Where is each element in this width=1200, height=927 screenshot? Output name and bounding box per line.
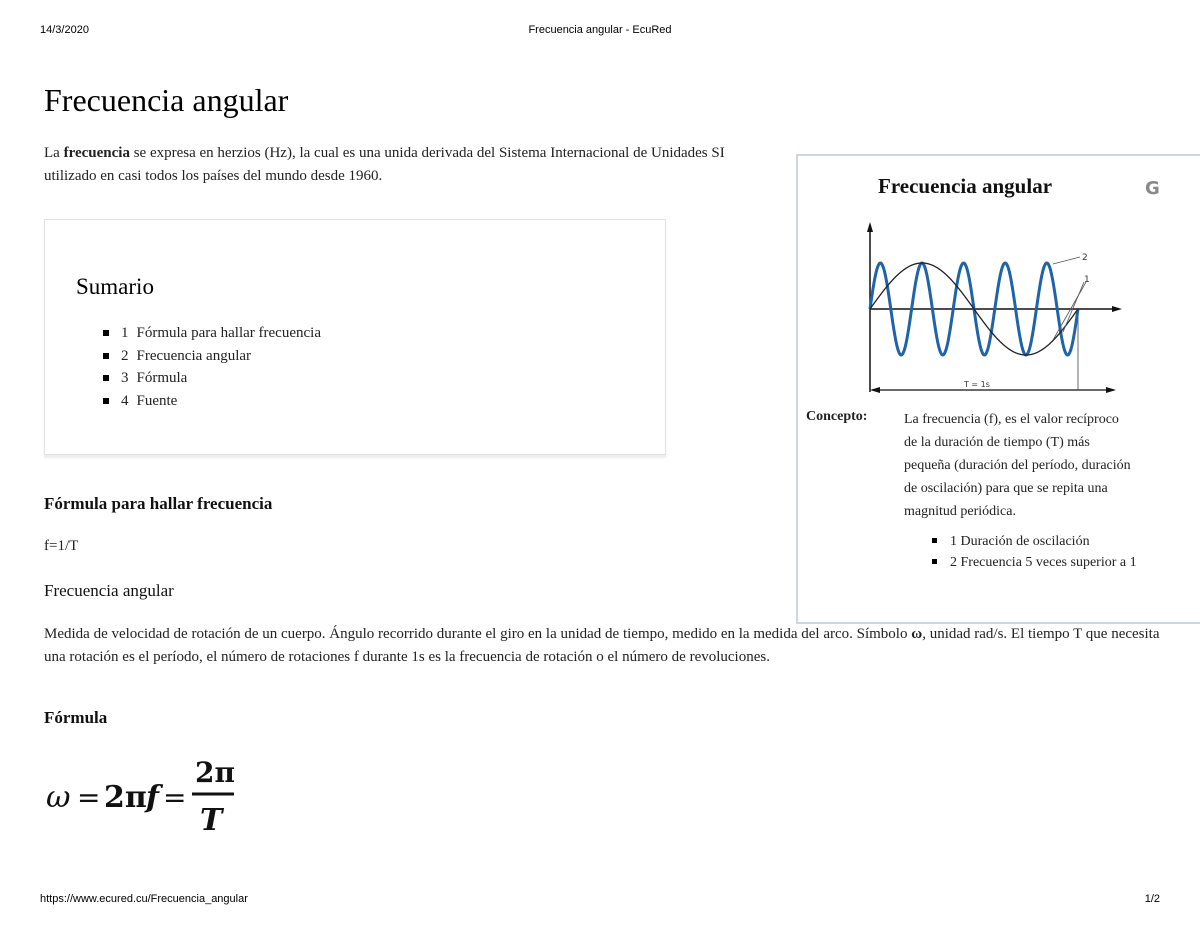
toc-item-frecuencia-angular[interactable]: 2 Frecuencia angular [103,345,321,368]
page-title: Frecuencia angular [44,82,289,118]
curve-2-label: 2 [1082,253,1088,263]
print-date: 14/3/2020 [40,24,89,36]
frecuencia-angular-paragraph: Medida de velocidad de rotación de un cuerpo. Ángulo recorrido durante el giro en la unidad de tiempo, medido en la medida del arco. Símbolo ω, unidad rad/s. El tiempo T que necesita una rotación es el período, el número de rotaciones f durante 1s es la frecuencia de rotación o el número de revoluciones. [44,626,1160,665]
formula-equals-1: = [77,781,101,814]
formula-numerator: 2π [195,756,235,789]
angular-frequency-formula-image [46,752,246,837]
section-heading-formula-frecuencia: Fórmula para hallar frecuencia [44,494,273,513]
print-title: Frecuencia angular - EcuRed [528,24,672,36]
frequency-wave-graph [858,220,1128,398]
concept-value: La frecuencia (f), es el valor recíproco de la duración de tiempo (T) más pequeña (duración del período, duración de oscilación) para que se repita una magnitud periódica. [904,412,1131,519]
toc-item-formula-frecuencia[interactable]: 1 Fórmula para hallar frecuencia [103,322,321,345]
concept-key: Concepto: [806,409,868,424]
intro-bold-term: frecuencia [63,145,130,161]
legend-item-2: 2 Frecuencia 5 veces superior a 1 [930,552,1170,573]
print-url: https://www.ecured.cu/Frecuencia_angular [40,893,248,905]
section-heading-formula: Fórmula [44,708,108,727]
curve-1-label: 1 [1084,275,1090,285]
table-of-contents [44,219,666,455]
infobox-legend-list [930,531,1170,573]
toc-title: Sumario [76,274,154,299]
formula-f: f [146,780,159,815]
formula-text: f=1/T [44,538,79,554]
infobox-title: Frecuencia angular [878,174,1053,198]
infobox [796,154,1200,624]
omega-symbol: ω [911,626,923,642]
formula-denominator: T [200,803,223,837]
print-page-number: 1/2 [1144,893,1160,905]
toc-item-formula[interactable]: 3 Fórmula [103,367,321,390]
formula-2pi: 2π [104,780,147,815]
section-heading-frecuencia-angular: Frecuencia angular [44,581,174,600]
period-label: T = 1s [964,380,990,389]
ecured-logo-icon: G [1145,178,1160,199]
formula-equals-2: = [163,781,187,814]
legend-item-1: 1 Duración de oscilación [930,531,1170,552]
toc-item-fuente[interactable]: 4 Fuente [103,390,321,413]
intro-paragraph: La frecuencia se expresa en herzios (Hz), la cual es una unida derivada del Sistema Internacional de Unidades SI utilizado en casi todos los países del mundo desde 1960. [44,145,725,184]
formula-omega: ω [46,780,71,815]
toc-list [103,322,321,412]
